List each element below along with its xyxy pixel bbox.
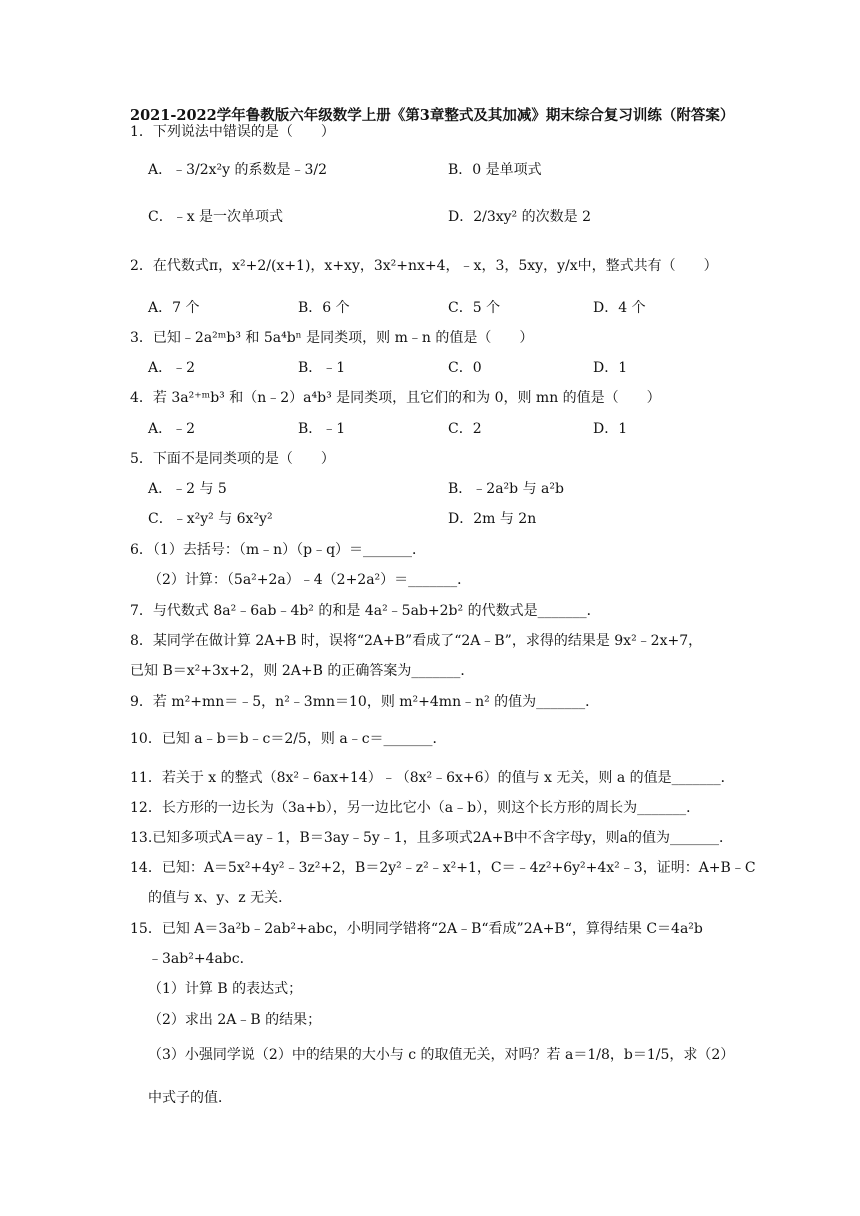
- q15-part3: （3）小强同学说（2）中的结果的大小与 c 的取值无关，对吗？若 a＝1/8，b＝1/5，求（2）: [148, 1047, 735, 1063]
- q5-option-a: A．﹣2 与 5: [148, 481, 227, 497]
- q2-option-b: B．6 个: [298, 300, 350, 316]
- q3-option-a: A．﹣2: [148, 360, 196, 376]
- q15-part1: （1）计算 B 的表达式；: [148, 981, 303, 997]
- q1-option-c: C．﹣x 是一次单项式: [148, 209, 284, 225]
- q6-part1: 6．（1）去括号：（m﹣n）（p﹣q）＝_______．: [130, 542, 427, 558]
- q4-option-c: C．2: [448, 421, 482, 437]
- q4-option-a: A．﹣2: [148, 421, 196, 437]
- q2-option-d: D．4 个: [593, 300, 646, 316]
- q14-line2: 的值与 x、y、z 无关．: [148, 890, 293, 906]
- q8-line1: 8．某同学在做计算 2A+B 时，误将“2A+B”看成了“2A﹣B”，求得的结果是 9x²﹣2x+7，: [130, 633, 703, 649]
- q15-part3-cont: 中式子的值．: [148, 1090, 232, 1106]
- q7-stem: 7．与代数式 8a²﹣6ab﹣4b² 的和是 4a²﹣5ab+2b² 的代数式是_______．: [130, 603, 601, 619]
- q4-option-b: B．﹣1: [298, 421, 346, 437]
- q13-stem: 13.已知多项式A＝ay﹣1，B＝3ay﹣5y﹣1，且多项式2A+B中不含字母y，则a的值为_______．: [130, 830, 734, 846]
- q3-option-b: B．﹣1: [298, 360, 346, 376]
- q1-option-a: A．﹣3/2x²y 的系数是﹣3/2: [148, 162, 328, 178]
- q3-option-d: D．1: [593, 360, 628, 376]
- q5-option-b: B．﹣2a²b 与 a²b: [448, 481, 564, 497]
- q12-stem: 12．长方形的一边长为（3a+b），另一边比它小（a﹣b），则这个长方形的周长为_______．: [130, 800, 701, 816]
- q2-option-c: C．5 个: [448, 300, 501, 316]
- q1-option-d: D．2/3xy² 的次数是 2: [448, 209, 591, 225]
- q8-line2: 已知 B＝x²+3x+2，则 2A+B 的正确答案为_______．: [130, 663, 475, 679]
- q5-option-c: C．﹣x²y² 与 6x²y²: [148, 511, 273, 527]
- q2-option-a: A．7 个: [148, 300, 200, 316]
- q15-part2: （2）求出 2A﹣B 的结果；: [148, 1012, 322, 1028]
- q9-stem: 9．若 m²+mn＝﹣5，n²﹣3mn＝10，则 m²+4mn﹣n² 的值为_______．: [130, 694, 600, 710]
- q11-stem: 11．若关于 x 的整式（8x²﹣6ax+14）﹣（8x²﹣6x+6）的值与 x 无关，则 a 的值是_______．: [130, 770, 735, 786]
- q3-stem: 3．已知﹣2a²ᵐb³ 和 5a⁴bⁿ 是同类项，则 m﹣n 的值是（ ）: [130, 330, 534, 346]
- q2-stem: 2．在代数式π，x²+2/(x+1)，x+xy，3x²+nx+4，﹣x，3，5xy，y/x中，整式共有（ ）: [130, 258, 718, 274]
- q4-option-d: D．1: [593, 421, 628, 437]
- q15-line2: ﹣3ab²+4abc．: [148, 951, 254, 967]
- q1-stem: 1．下列说法中错误的是（ ）: [130, 124, 335, 140]
- q5-stem: 5．下面不是同类项的是（ ）: [130, 451, 335, 467]
- q5-option-d: D．2m 与 2n: [448, 511, 537, 527]
- q3-option-c: C．0: [448, 360, 482, 376]
- q10-stem: 10．已知 a﹣b＝b﹣c＝2/5，则 a﹣c＝_______．: [130, 731, 447, 747]
- q14-line1: 14．已知：A＝5x²+4y²﹣3z²+2，B＝2y²﹣z²﹣x²+1，C＝﹣4z²+6y²+4x²﹣3，证明：A+B﹣C: [130, 860, 756, 876]
- q15-line1: 15．已知 A＝3a²b﹣2ab²+abc，小明同学错将“2A﹣B“看成”2A+B“，算得结果 C＝4a²b: [130, 921, 703, 937]
- q6-part2: （2）计算：（5a²+2a）﹣4（2+2a²）＝_______．: [148, 572, 472, 588]
- worksheet-title: 2021-2022学年鲁教版六年级数学上册《第3章整式及其加减》期末综合复习训练（附答案）: [130, 107, 735, 124]
- q1-option-b: B．0 是单项式: [448, 162, 542, 178]
- q4-stem: 4．若 3a²⁺ᵐb³ 和（n﹣2）a⁴b³ 是同类项，且它们的和为 0，则 mn 的值是（ ）: [130, 390, 661, 406]
